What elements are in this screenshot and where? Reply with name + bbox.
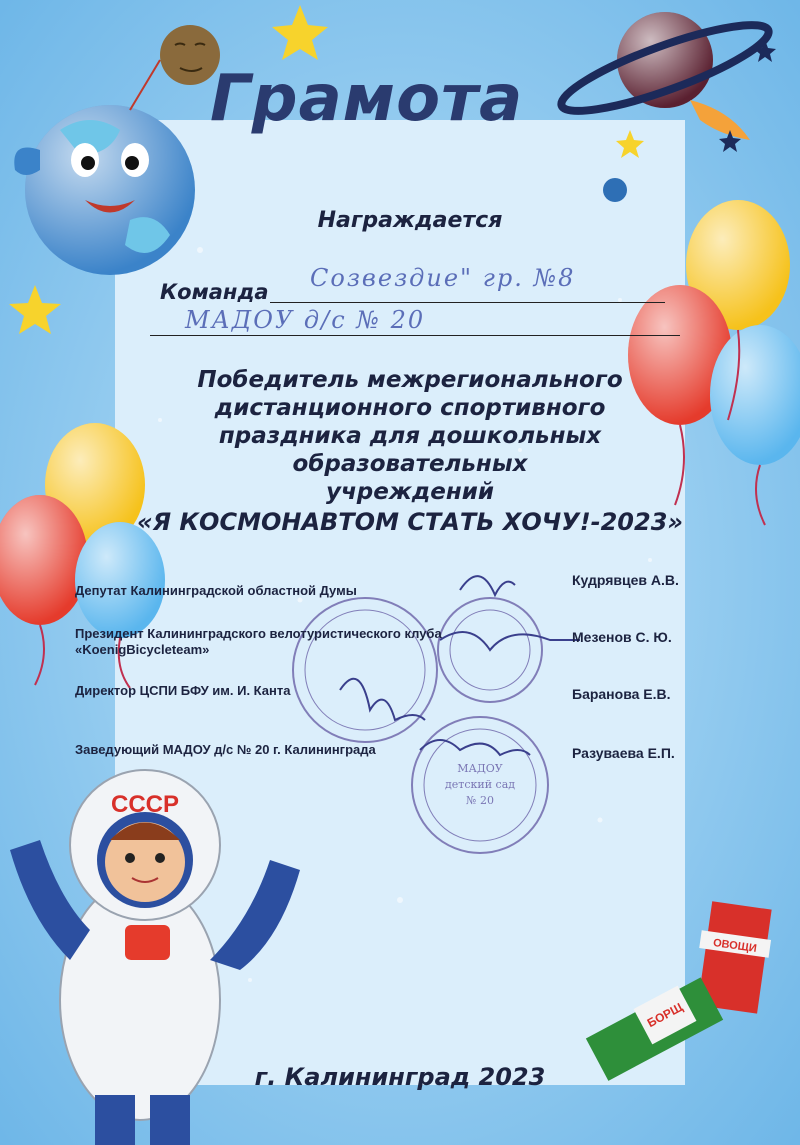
signature-name-president: Мезенов С. Ю.: [572, 629, 672, 645]
handwritten-institution: МАДОУ д/с № 20: [185, 306, 426, 334]
signature-name-director: Баранова Е.В.: [572, 686, 671, 702]
signature-role-head: Заведующий МАДОУ д/с № 20 г. Калининграда: [75, 742, 376, 757]
winner-line: Победитель межрегионального: [197, 367, 623, 393]
tube-label-1: ОВОЩИ: [712, 936, 758, 955]
awarded-heading: Награждается: [317, 208, 503, 233]
signature-role-president: Президент Калининградского велотуристического клуба «KoenigBicycleteam»: [75, 626, 442, 657]
stamp-line-1: МАДОУ: [457, 762, 503, 775]
certificate-title: Грамота: [210, 62, 524, 136]
team-label: Команда: [160, 280, 269, 304]
signature-role-director: Директор ЦСПИ БФУ им. И. Канта: [75, 683, 291, 698]
signature-name-deputy: Кудрявцев А.В.: [572, 572, 679, 588]
tube-label-2: БОРЩ: [644, 999, 686, 1031]
helmet-text: СССР: [110, 791, 180, 818]
winner-line: праздника для дошкольных образовательных: [218, 423, 602, 477]
event-name: «Я КОСМОНАВТОМ СТАТЬ ХОЧУ!-2023»: [137, 508, 683, 536]
stamp-line-2: детский сад: [444, 778, 516, 791]
stamp-line-3: № 20: [466, 794, 494, 807]
city-year: г. Калининград 2023: [254, 1063, 546, 1091]
signature-role-deputy: Депутат Калининградской областной Думы: [75, 583, 357, 598]
winner-line: учреждений: [325, 479, 495, 505]
winner-line: дистанционного спортивного: [214, 395, 606, 421]
signature-name-head: Разуваева Е.П.: [572, 745, 675, 761]
handwritten-team-name: Созвездие" гр. №8: [310, 264, 576, 292]
